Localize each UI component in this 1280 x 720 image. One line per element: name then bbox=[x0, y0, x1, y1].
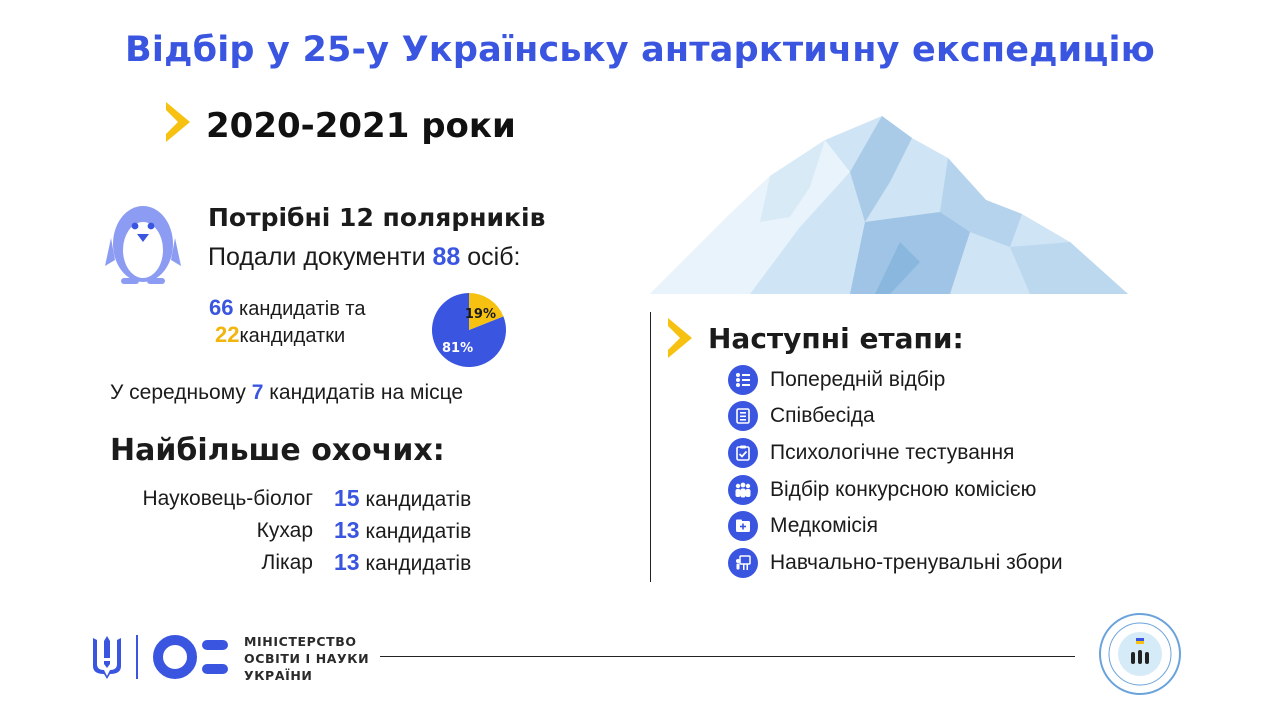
checklist-icon bbox=[728, 401, 758, 431]
average-suffix: кандидатів на місце bbox=[263, 381, 464, 404]
most-wanted-heading: Найбільше охочих: bbox=[110, 433, 445, 468]
medical-folder-icon bbox=[728, 511, 758, 541]
step-label: Попередній відбір bbox=[770, 368, 946, 391]
group-icon bbox=[728, 475, 758, 505]
logo-divider bbox=[136, 635, 138, 679]
average-per-place bbox=[110, 381, 463, 405]
male-label: кандидатів та bbox=[233, 298, 366, 320]
female-count: 22 bbox=[215, 322, 240, 347]
pie-slice-label: 19% bbox=[464, 307, 497, 323]
footer-divider bbox=[380, 656, 1075, 657]
ministry-line: УКРАЇНИ bbox=[244, 668, 313, 683]
female-candidates-line bbox=[215, 322, 345, 348]
step-item bbox=[728, 365, 945, 395]
step-item bbox=[728, 401, 875, 431]
profession-name: Науковець-біолог bbox=[142, 487, 313, 510]
profession-name: Кухар bbox=[256, 519, 313, 542]
antarctic-center-seal-icon bbox=[1098, 612, 1182, 696]
page-title: Відбір у 25-у Українську антарктичну експедицію bbox=[125, 30, 1155, 70]
training-board-icon bbox=[728, 548, 758, 578]
next-steps-heading: Наступні етапи: bbox=[708, 322, 964, 355]
profession-count-row bbox=[334, 485, 471, 512]
needed-polar-explorers: Потрібні 12 полярників bbox=[208, 203, 546, 232]
profession-unit: кандидатів bbox=[365, 520, 472, 543]
penguin-icon bbox=[103, 196, 183, 288]
ministry-line: МІНІСТЕРСТВО bbox=[244, 634, 357, 649]
female-label: кандидатки bbox=[239, 325, 346, 347]
step-label: Психологічне тестування bbox=[770, 441, 1015, 464]
pie-slice-label: 81% bbox=[441, 340, 474, 356]
trident-icon bbox=[90, 634, 124, 680]
clipboard-check-icon bbox=[728, 438, 758, 468]
profession-count-row bbox=[334, 549, 471, 576]
step-item bbox=[728, 438, 1014, 468]
profession-count-row bbox=[334, 517, 471, 544]
step-item bbox=[728, 511, 878, 541]
chevron-right-icon bbox=[668, 318, 692, 358]
male-count: 66 bbox=[209, 295, 234, 320]
step-item bbox=[728, 548, 1063, 578]
mon-logo-icon bbox=[152, 634, 234, 680]
step-label: Навчально-тренувальні збори bbox=[770, 551, 1063, 574]
step-item bbox=[728, 475, 1036, 505]
average-prefix: У середньому bbox=[110, 381, 252, 404]
profession-unit: кандидатів bbox=[365, 552, 472, 575]
chevron-right-icon bbox=[166, 102, 190, 142]
step-label: Медкомісія bbox=[770, 514, 878, 537]
profession-count: 13 bbox=[334, 517, 360, 543]
gender-pie-chart bbox=[430, 291, 508, 369]
applied-count-line bbox=[208, 243, 520, 272]
ministry-line: ОСВІТИ І НАУКИ bbox=[244, 651, 370, 666]
mountain-illustration bbox=[650, 112, 1140, 297]
list-icon bbox=[728, 365, 758, 395]
male-candidates-line bbox=[209, 295, 365, 321]
period-label: 2020-2021 роки bbox=[206, 106, 516, 146]
applied-suffix: осіб: bbox=[460, 243, 521, 271]
profession-count: 13 bbox=[334, 549, 360, 575]
profession-unit: кандидатів bbox=[365, 488, 472, 511]
step-label: Співбесіда bbox=[770, 404, 875, 427]
ministry-name bbox=[244, 633, 369, 684]
step-label: Відбір конкурсною комісією bbox=[770, 478, 1037, 501]
profession-count: 15 bbox=[334, 485, 360, 511]
applied-count: 88 bbox=[432, 243, 461, 271]
vertical-divider bbox=[650, 312, 651, 582]
applied-prefix: Подали документи bbox=[208, 243, 433, 271]
average-count: 7 bbox=[251, 381, 264, 404]
profession-name: Лікар bbox=[261, 551, 313, 574]
